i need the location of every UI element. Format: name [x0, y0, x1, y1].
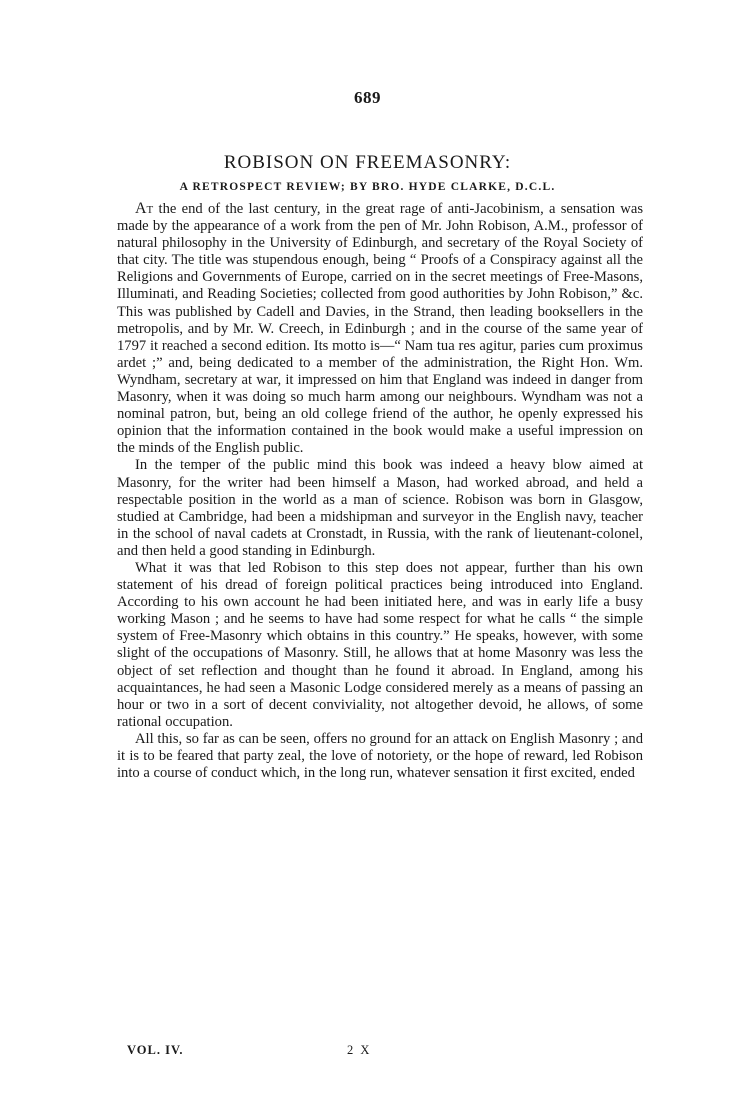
- paragraph-text: the end of the last century, in the great rage of anti-Jacobinism, a sensation was made by the appearance of a work from the pen of Mr. John Robison, A.M., professor of natural philosophy in the University of Edinburgh, and secretary of the Royal Society of that city. The title was stupendous enough, being “ Proofs of a Conspiracy against all the Religions and Governments of Europe, carried on in the secret meetings of Free-Masons, Illuminati, and Reading Societies; collected from good authorities by John Robison,” &c. This was published by Cadell and Davies, in the Strand, then leading booksellers in the metropolis, and by Mr. W. Creech, in Edinburgh ; and in the course of the same year of 1797 it reached a second edition. Its motto is—“ Nam tua res agitur, paries cum proximus ardet ;” and, being dedicated to a member of the administration, the Right Hon. Wm. Wyndham, secretary at war, it impressed on him that England was indeed in danger from Masonry, when it was doing so much harm among our neighbours. Wyndham was not a nominal patron, but, being an old college friend of the author, he openly expressed his opinion that the information contained in the book would make a useful impression on the minds of the English public.: [117, 201, 643, 457]
- article-body: [117, 200, 643, 782]
- page-number: 689: [354, 88, 381, 107]
- article-title: ROBISON ON FREEMASONRY:: [223, 152, 512, 173]
- paragraph-lead: At: [135, 200, 154, 217]
- paragraph-3: [117, 560, 643, 731]
- volume-label: VOL. IV.: [127, 1043, 184, 1057]
- paragraph-4: [117, 731, 643, 782]
- signature-mark: 2 X: [347, 1043, 372, 1057]
- paragraph-2: [117, 457, 643, 560]
- paragraph-text: In the temper of the public mind this book was indeed a heavy blow aimed at Masonry, for the writer had been himself a Mason, had worked abroad, and held a respectable position in the world as a man of science. Robison was born in Glasgow, studied at Cambridge, had been a midshipman and surveyor in the English navy, teacher in the school of naval cadets at Cronstadt, in Russia, with the rank of lieutenant-colonel, and then held a good standing in Edinburgh.: [117, 457, 643, 559]
- paragraph-text: What it was that led Robison to this step does not appear, further than his own statement of his dread of foreign political practices being introduced into England. According to his own account he had been initiated here, and was in early life a busy working Mason ; and he seems to have had some respect for what he calls “ the simple system of Free-Masonry which obtains in this country.” He speaks, however, with some slight of the occupations of Masonry. Still, he allows that at home Masonry was less the object of set reflection and thought than he found it abroad. In England, among his acquaintances, he had seen a Masonic Lodge considered merely as a means of passing an hour or two in a sort of decent conviviality, not altogether devoid, he allows, of some rational occupation.: [117, 559, 643, 730]
- paragraph-1: [117, 200, 643, 457]
- paragraph-text: All this, so far as can be seen, offers no ground for an attack on English Masonry ; and it is to be feared that party zeal, the love of notoriety, or the hope of reward, led Robison into a course of conduct which, in the long run, whatever sensation it first excited, ended: [117, 730, 643, 782]
- article-subtitle: A RETROSPECT REVIEW; BY BRO. HYDE CLARKE, D.C.L.: [179, 181, 556, 193]
